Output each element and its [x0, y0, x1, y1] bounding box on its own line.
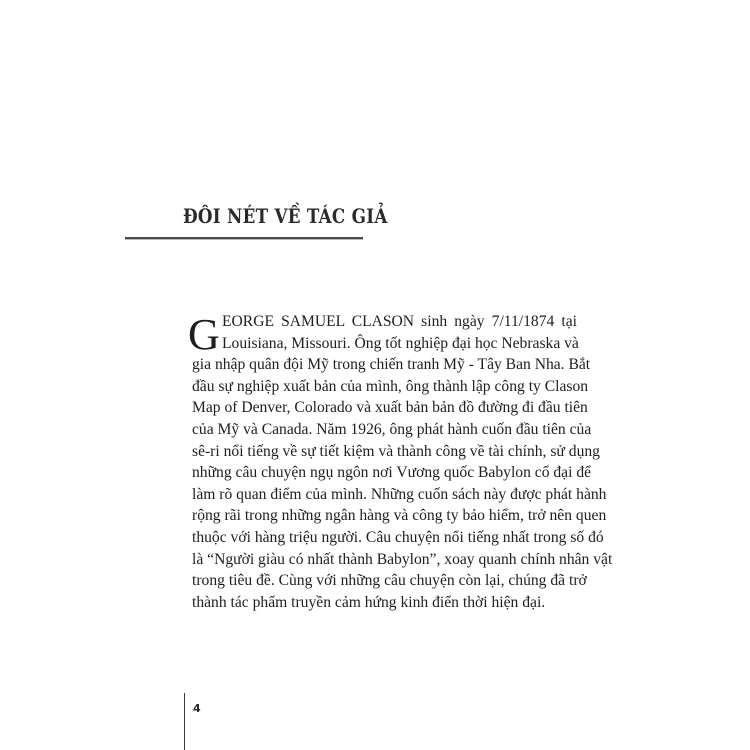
paragraph-line: Louisiana, Missouri. Ông tốt nghiệp đại học Nebraska và [222, 334, 579, 352]
paragraph-line: sê-ri nổi tiếng về sự tiết kiệm và thành công về tài chính, sử dụng [192, 442, 600, 460]
paragraph-line: những câu chuyện ngụ ngôn nơi Vương quốc Babylon cổ đại để [192, 464, 592, 482]
paragraph-line: của Mỹ và Canada. Năm 1926, ông phát hành cuốn đầu tiên của [192, 420, 592, 438]
paragraph-line: Map of Denver, Colorado và xuất bản bản đồ đường đi đầu tiên [192, 399, 588, 417]
page-number-rule [184, 693, 185, 750]
paragraph-line: đầu sự nghiệp xuất bản của mình, ông thành lập công ty Clason [192, 377, 589, 395]
paragraph-line: gia nhập quân đội Mỹ trong chiến tranh Mỹ - Tây Ban Nha. Bắt [192, 356, 591, 374]
paragraph-line: rộng rãi trong những ngân hàng và công ty bảo hiểm, trở nên quen [192, 507, 607, 525]
paragraph-line: thành tác phẩm truyền cảm hứng kinh điển thời hiện đại. [192, 593, 546, 611]
paragraph-line: thuộc với hàng triệu người. Câu chuyện nổi tiếng nhất trong số đó [192, 528, 604, 546]
page-number: 4 [193, 702, 201, 715]
paragraph-line: EORGE SAMUEL CLASON sinh ngày 7/11/1874 tại [222, 313, 577, 330]
section-heading: ĐÔI NÉT VỀ TÁC GIẢ [183, 205, 388, 228]
paragraph-line: trong tiêu đề. Cùng với những câu chuyện còn lại, chúng đã trở [192, 572, 587, 590]
heading-underline-shadow [125, 239, 363, 240]
drop-cap: G [188, 310, 220, 359]
paragraph-line: là “Người giàu có nhất thành Babylon”, xoay quanh chính nhân vật [192, 550, 613, 568]
paragraph-line: làm rõ quan điểm của mình. Những cuốn sách này được phát hành [192, 485, 607, 503]
author-bio-paragraph [188, 310, 613, 613]
